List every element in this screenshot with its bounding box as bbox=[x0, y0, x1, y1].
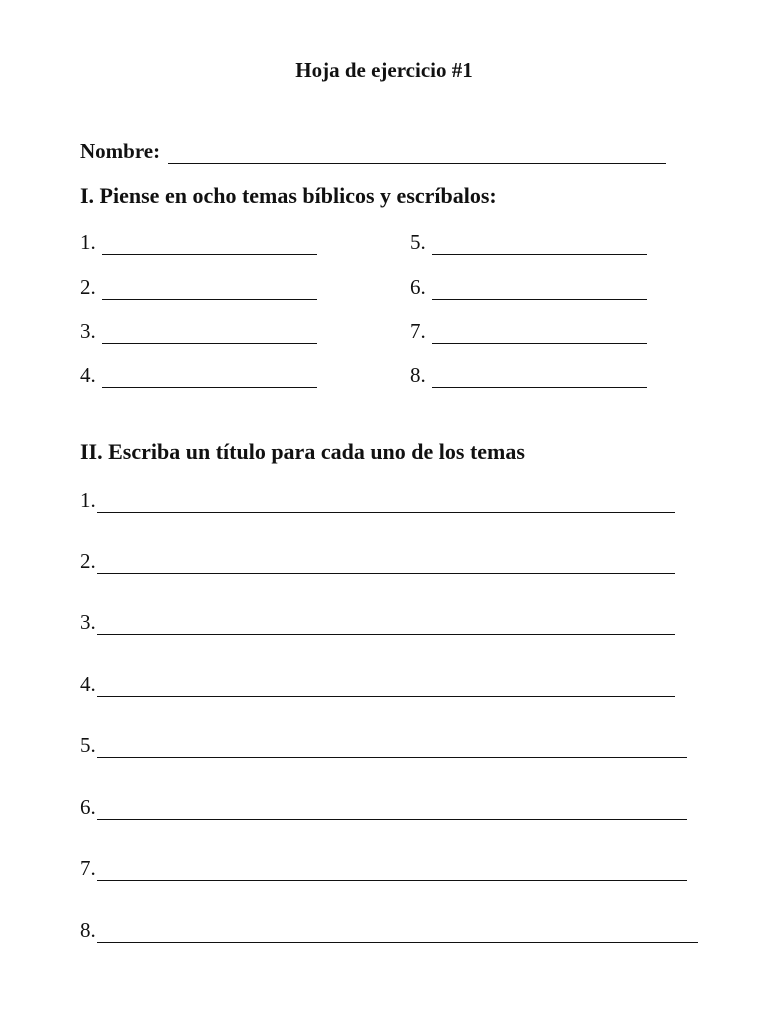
topic-blank[interactable] bbox=[102, 281, 317, 300]
title-number: 6. bbox=[80, 795, 96, 819]
topic-blank[interactable] bbox=[432, 369, 647, 388]
topic-number: 3. bbox=[80, 319, 96, 343]
title-number: 3. bbox=[80, 610, 96, 634]
title-blank[interactable] bbox=[97, 616, 675, 635]
title-item bbox=[80, 672, 675, 697]
topic-number: 1. bbox=[80, 230, 96, 254]
topic-number: 5. bbox=[410, 230, 426, 254]
title-item bbox=[80, 549, 675, 574]
title-number: 5. bbox=[80, 733, 96, 757]
title-blank[interactable] bbox=[97, 739, 687, 758]
topic-number: 4. bbox=[80, 363, 96, 387]
title-item bbox=[80, 795, 687, 820]
topic-item bbox=[80, 319, 317, 344]
title-number: 7. bbox=[80, 856, 96, 880]
topic-item bbox=[410, 230, 647, 255]
title-blank[interactable] bbox=[97, 678, 675, 697]
topic-item bbox=[80, 275, 317, 300]
page-title: Hoja de ejercicio #1 bbox=[295, 58, 473, 82]
title-blank[interactable] bbox=[97, 862, 687, 881]
name-row bbox=[80, 139, 666, 164]
name-field[interactable] bbox=[168, 145, 666, 164]
title-number: 8. bbox=[80, 918, 96, 942]
topic-item bbox=[410, 319, 647, 344]
topic-item bbox=[80, 230, 317, 255]
topic-number: 2. bbox=[80, 275, 96, 299]
name-label: Nombre: bbox=[80, 139, 161, 163]
topic-blank[interactable] bbox=[432, 325, 647, 344]
title-number: 4. bbox=[80, 672, 96, 696]
topic-blank[interactable] bbox=[102, 369, 317, 388]
topic-item bbox=[80, 363, 317, 388]
topic-number: 7. bbox=[410, 319, 426, 343]
title-blank[interactable] bbox=[97, 801, 687, 820]
topic-number: 8. bbox=[410, 363, 426, 387]
topic-item bbox=[410, 275, 647, 300]
title-blank[interactable] bbox=[97, 555, 675, 574]
title-item bbox=[80, 610, 675, 635]
section-1-heading: I. Piense en ocho temas bíblicos y escríbalos: bbox=[80, 183, 497, 208]
topic-item bbox=[410, 363, 647, 388]
section-2-heading: II. Escriba un título para cada uno de los temas bbox=[80, 439, 525, 464]
title-number: 2. bbox=[80, 549, 96, 573]
title-item bbox=[80, 918, 698, 943]
title-number: 1. bbox=[80, 488, 96, 512]
title-blank[interactable] bbox=[97, 494, 675, 513]
topic-blank[interactable] bbox=[432, 236, 647, 255]
title-blank[interactable] bbox=[97, 924, 698, 943]
title-item bbox=[80, 488, 675, 513]
topic-number: 6. bbox=[410, 275, 426, 299]
title-item bbox=[80, 856, 687, 881]
topic-blank[interactable] bbox=[102, 236, 317, 255]
topic-blank[interactable] bbox=[102, 325, 317, 344]
title-item bbox=[80, 733, 687, 758]
topic-blank[interactable] bbox=[432, 281, 647, 300]
